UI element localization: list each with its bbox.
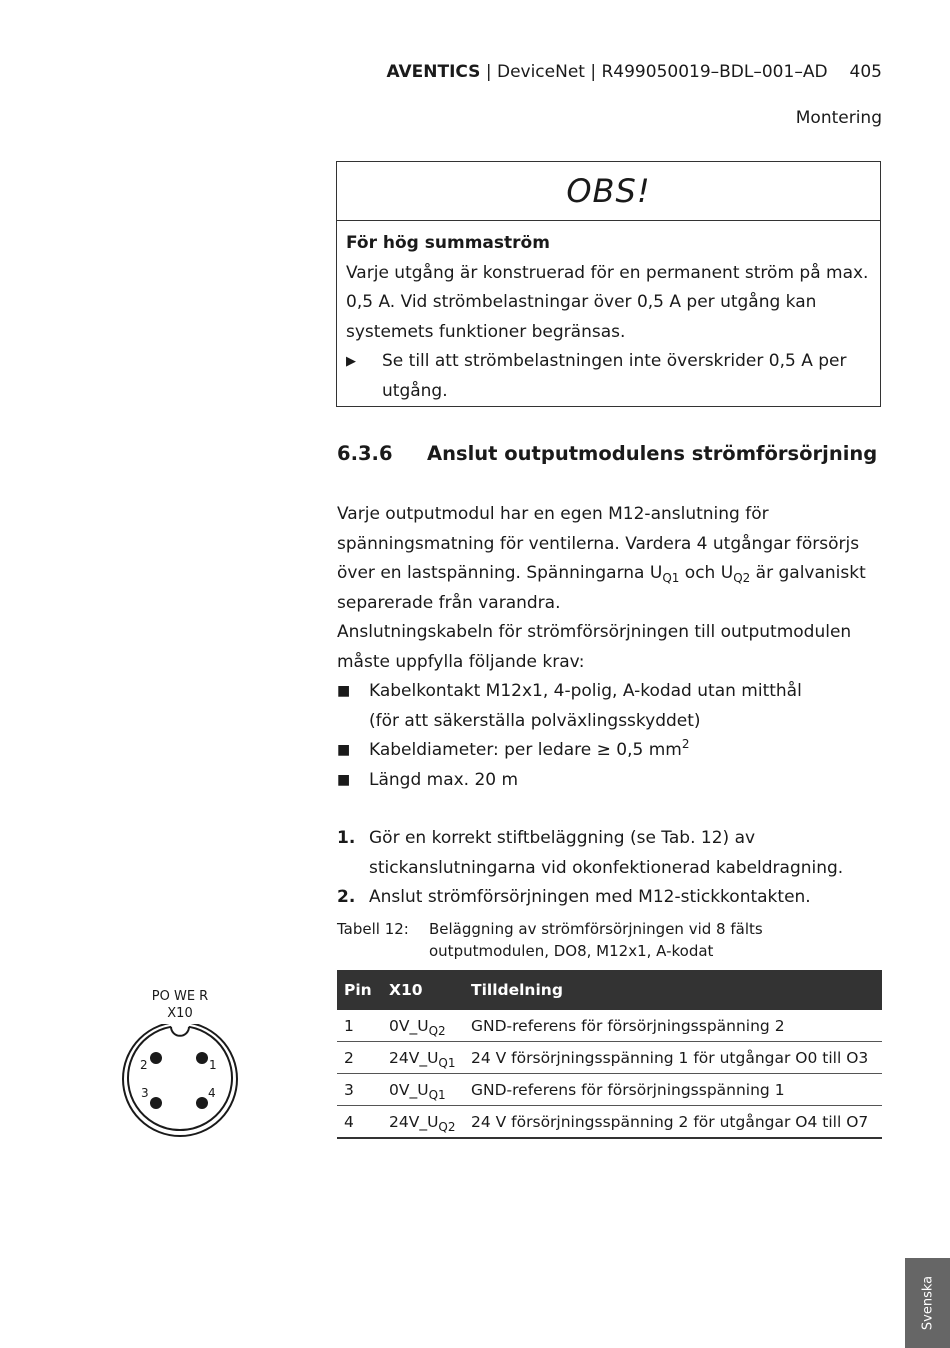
column-header: Tilldelning bbox=[464, 970, 882, 1010]
square-bullet-icon: ■ bbox=[337, 771, 351, 788]
notice-action bbox=[346, 347, 871, 406]
notice-title: OBS! bbox=[337, 162, 880, 221]
table-header-row bbox=[337, 970, 882, 1010]
square-bullet-icon: ■ bbox=[337, 742, 351, 758]
column-header: X10 bbox=[382, 970, 464, 1010]
requirement-item: ■ Kabelkontakt M12x1, 4-polig, A-kodad utan mitthål (för att säkerställa polväxlingsskyddet) bbox=[337, 677, 882, 736]
paragraph-line: Varje outputmodul har en egen M12-anslutning för bbox=[337, 504, 769, 524]
requirement-item: ■ Kabeldiameter: per ledare ≥ 0,5 $mm^2$ bbox=[337, 736, 882, 766]
pin-3-dot bbox=[150, 1097, 162, 1109]
notice-text-line: Varje utgång är konstruerad för en permanent ström på max. bbox=[346, 262, 869, 283]
pin-4-label: 4 bbox=[208, 1086, 216, 1100]
paragraph-line: måste uppfylla följande krav: bbox=[337, 651, 585, 672]
paragraph-line: separerade från varandra. bbox=[337, 592, 561, 613]
paragraph-line: Anslutningskabeln för strömförsörjningen till outputmodulen bbox=[337, 622, 852, 642]
connector-label: PO WE R X10 bbox=[151, 989, 209, 1021]
table-row: 3 $0V\_U_{Q1}$ GND-referens för försörjningsspänning 1 bbox=[337, 1074, 882, 1106]
notice-action-line: utgång. bbox=[382, 380, 448, 401]
step-number: 2. bbox=[337, 887, 356, 907]
pin-4-dot bbox=[196, 1097, 208, 1109]
document-id: | DeviceNet | R499050019–BDL–001–AD bbox=[480, 62, 828, 82]
pin-assignment-table bbox=[337, 970, 882, 1139]
pin-1-label: 1 bbox=[209, 1058, 217, 1072]
notice-action-line: Se till att strömbelastningen inte överskrider 0,5 A per bbox=[382, 351, 847, 371]
step-number: 1. bbox=[337, 828, 356, 848]
notice-heading: För hög summaström bbox=[346, 233, 550, 253]
pin-1-dot bbox=[196, 1052, 208, 1064]
page-header bbox=[300, 62, 882, 82]
language-tab bbox=[905, 1258, 950, 1348]
language-tab-label: Svenska bbox=[920, 1275, 935, 1331]
column-header: Pin bbox=[337, 970, 382, 1010]
table-caption-label: Tabell 12: bbox=[337, 920, 409, 938]
connector-inner-ring bbox=[128, 1027, 232, 1130]
table-caption: Tabell 12: Beläggning av strömförsörjningen vid 8 fälts outputmodulen, DO8, M12x1, A-kodat bbox=[337, 920, 763, 960]
square-bullet-icon: ■ bbox=[337, 683, 351, 699]
table-row: 4 $24V\_U_{Q2}$ 24 V försörjningsspänning 2 för utgångar O4 till O7 bbox=[337, 1106, 882, 1139]
section-title: Anslut outputmodulens strömförsörjning bbox=[427, 442, 878, 465]
notice-text-line: 0,5 A. Vid strömbelastningar över 0,5 A per utgång kan bbox=[346, 292, 817, 312]
paragraph-line: spänningsmatning för ventilerna. Vardera 4 utgångar försörjs bbox=[337, 533, 860, 554]
connector-outer-ring bbox=[123, 1024, 237, 1136]
step-item: 1. Gör en korrekt stiftbeläggning (se Tab. 12) av stickanslutningarna vid okonfektionerad kabeldragning. bbox=[337, 824, 882, 883]
brand-name: AVENTICS bbox=[386, 62, 481, 82]
body-text bbox=[337, 500, 882, 913]
notice-body bbox=[337, 221, 880, 406]
connector-key-notch bbox=[171, 1027, 189, 1036]
table-row: 1 $0V\_U_{Q2}$ GND-referens för försörjningsspänning 2 bbox=[337, 1010, 882, 1042]
triangle-bullet-icon: ▶ bbox=[346, 354, 356, 369]
page-number: 405 bbox=[849, 62, 882, 82]
table-row: 2 $24V\_U_{Q1}$ 24 V försörjningsspänning 1 för utgångar O0 till O3 bbox=[337, 1042, 882, 1074]
requirement-item: ■ Längd max. 20 m bbox=[337, 766, 882, 796]
section-heading bbox=[337, 442, 877, 465]
pin-2-label: 2 bbox=[140, 1058, 148, 1072]
m12-connector-diagram bbox=[120, 1024, 240, 1144]
chapter-label: Montering bbox=[795, 108, 882, 128]
pin-3-label: 3 bbox=[141, 1086, 149, 1100]
paragraph-line: över en lastspänning. Spänningarna $U_{Q1}$ och $U_{Q2}$ är galvaniskt bbox=[337, 563, 866, 585]
notice-text-line: systemets funktioner begränsas. bbox=[346, 321, 626, 342]
notice-box bbox=[336, 161, 881, 407]
step-item: 2. Anslut strömförsörjningen med M12-stickkontakten. bbox=[337, 883, 882, 913]
section-number: 6.3.6 bbox=[337, 442, 393, 465]
pin-2-dot bbox=[150, 1052, 162, 1064]
